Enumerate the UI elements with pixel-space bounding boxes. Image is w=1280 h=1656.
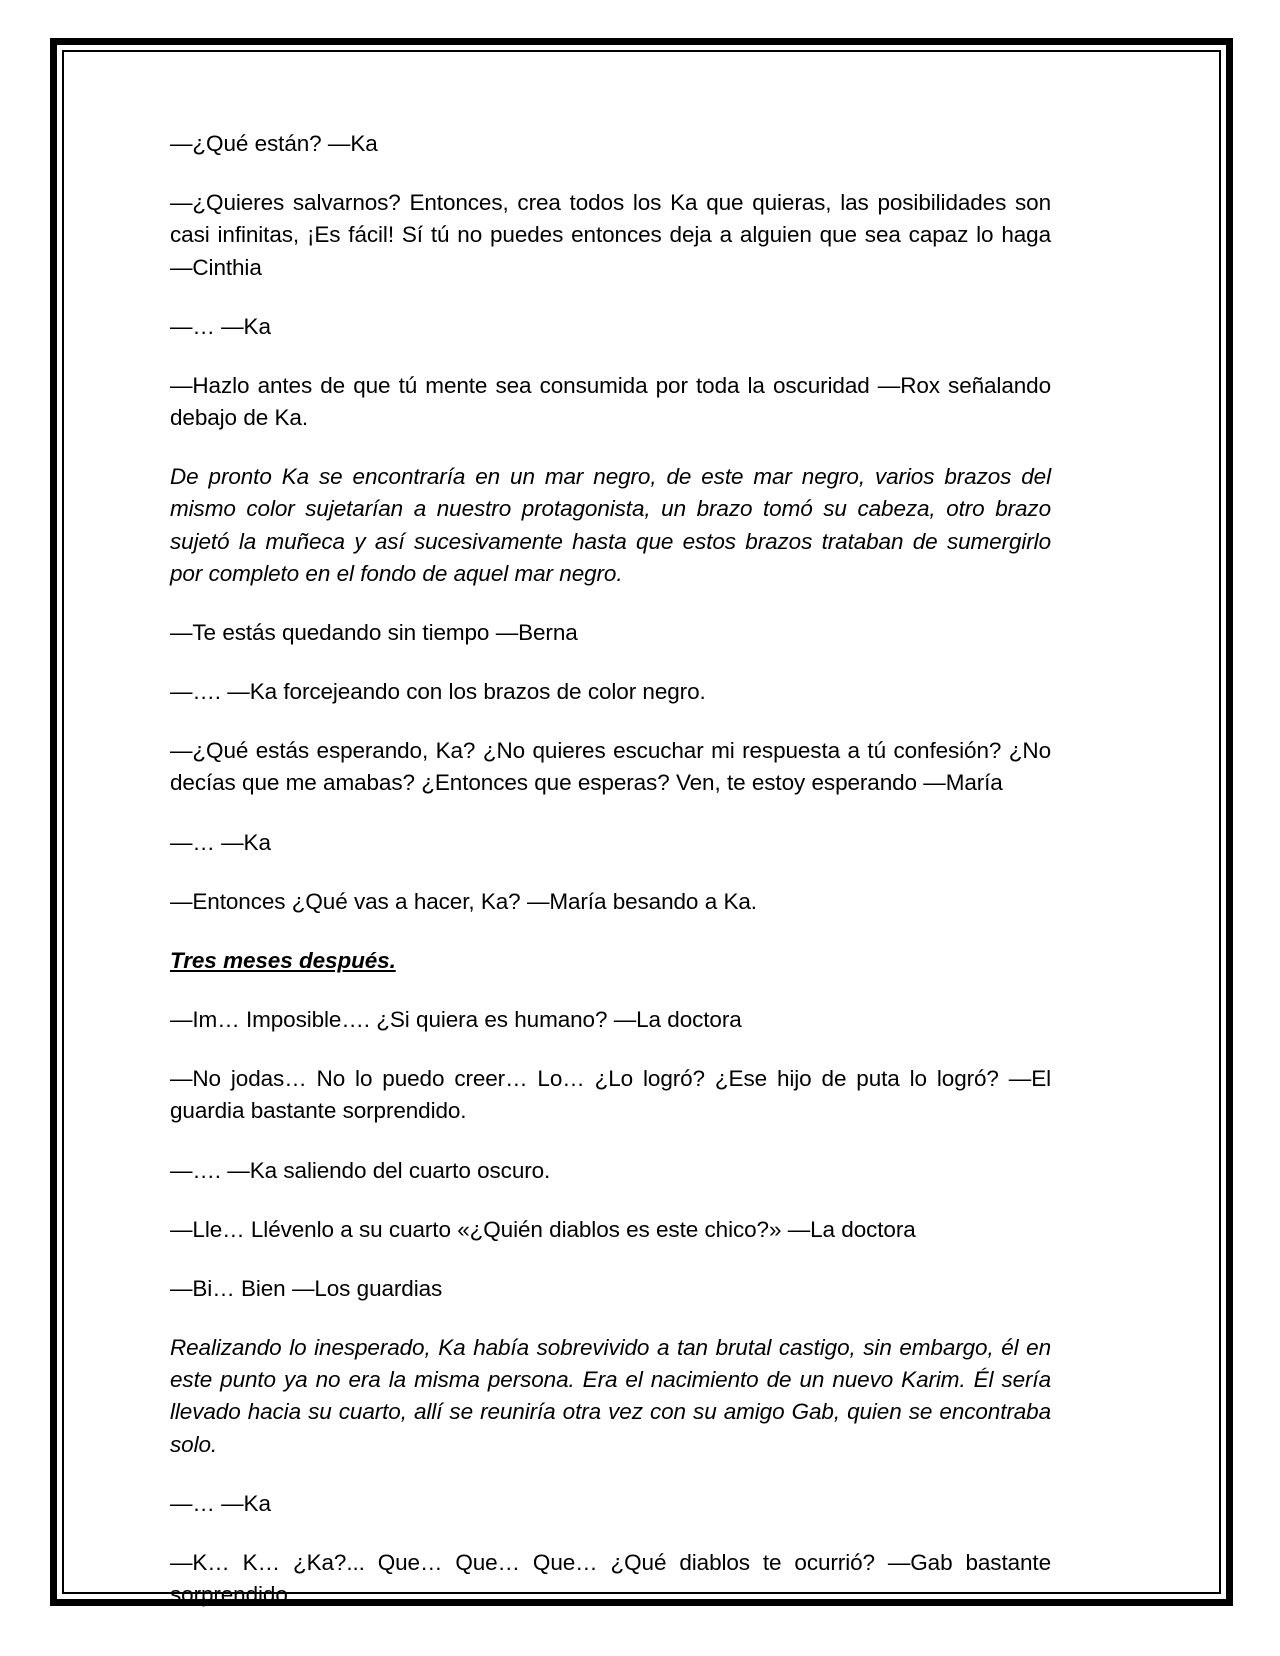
paragraph-dialogue: —Hazlo antes de que tú mente sea consumida por toda la oscuridad —Rox señalando debajo de Ka. (170, 372, 1051, 431)
paragraph-dialogue: —… —Ka (170, 313, 271, 339)
paragraph-dialogue: —Te estás quedando sin tiempo —Berna (170, 619, 578, 645)
section-heading: Tres meses después. (170, 947, 396, 973)
paragraph-dialogue: —Lle… Llévenlo a su cuarto «¿Quién diablos es este chico?» —La doctora (170, 1216, 916, 1242)
paragraph-dialogue: —Entonces ¿Qué vas a hacer, Ka? —María besando a Ka. (170, 888, 757, 914)
paragraph-dialogue: —K… K… ¿Ka?... Que… Que… Que… ¿Qué diablos te ocurrió? —Gab bastante sorprendido (170, 1549, 1051, 1608)
paragraph-dialogue: —¿Qué estás esperando, Ka? ¿No quieres escuchar mi respuesta a tú confesión? ¿No decías que me amabas? ¿Entonces que esperas? Ven, te estoy esperando —María (170, 738, 1051, 796)
document-text-column (170, 128, 1051, 1611)
paragraph-dialogue: —Bi… Bien —Los guardias (170, 1275, 443, 1301)
paragraph-narration: De pronto Ka se encontraría en un mar negro, de este mar negro, varios brazos del mismo color sujetarían a nuestro protagonista, un brazo tomó su cabeza, otro brazo sujetó la muñeca y así sucesivamente hasta que estos brazos trataban de sumergirlo por completo en el fondo de aquel mar negro. (170, 464, 1051, 586)
paragraph-dialogue: —…. —Ka forcejeando con los brazos de color negro. (170, 679, 706, 705)
paragraph-dialogue: —… —Ka (170, 1490, 271, 1516)
paragraph-dialogue: —No jodas… No lo puedo creer… Lo… ¿Lo logró? ¿Ese hijo de puta lo logró? —El guardia bastante sorprendido. (170, 1066, 1051, 1124)
paragraph-dialogue: —… —Ka (170, 829, 271, 855)
paragraph-dialogue: —¿Qué están? —Ka (170, 131, 378, 156)
paragraph-narration: Realizando lo inesperado, Ka había sobrevivido a tan brutal castigo, sin embargo, él en este punto ya no era la misma persona. Era el nacimiento de un nuevo Karim. Él sería llevado hacia su cuarto, allí se reuniría otra vez con su amigo Gab, quien se encontraba solo. (170, 1335, 1051, 1457)
paragraph-dialogue: —…. —Ka saliendo del cuarto oscuro. (170, 1157, 551, 1183)
paragraph-dialogue: —Im… Imposible…. ¿Si quiera es humano? —La doctora (170, 1007, 742, 1033)
paragraph-dialogue: —¿Quieres salvarnos? Entonces, crea todos los Ka que quieras, las posibilidades son casi infinitas, ¡Es fácil! Sí tú no puedes entonces deja a alguien que sea capaz lo haga —Cinthia (170, 190, 1051, 280)
